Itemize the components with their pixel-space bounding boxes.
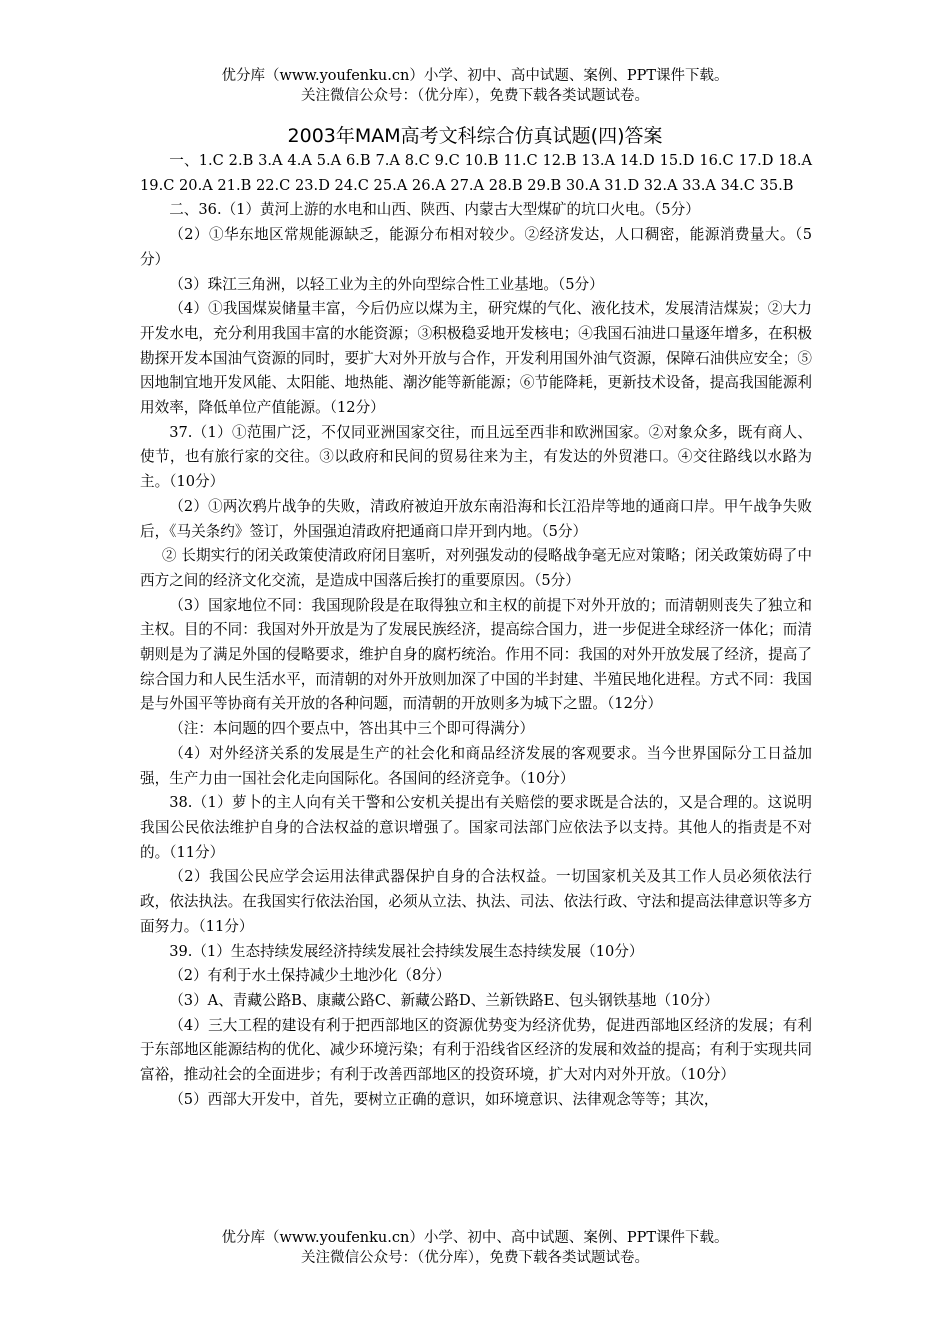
answer-38-1: 38.（1）萝卜的主人向有关干警和公安机关提出有关赔偿的要求既是合法的，又是合理的。这说明我国公民依法维护自身的合法权益的意识增强了。国家司法部门应依法予以支持。其他人的指责是不对的。（11分）: [140, 794, 812, 861]
answer-39-2: （2）有利于水土保持减少土地沙化（8分）: [169, 967, 451, 985]
answer-38-2: （2）我国公民应学会运用法律武器保护自身的合法权益。一切国家机关及其工作人员必须依法行政，依法执法。在我国实行依法治国，必须从立法、执法、司法、依法行政、守法和提高法律意识等多方面努力。（11分）: [140, 868, 812, 935]
header-line-1: 优分库（www.youfenku.cn）小学、初中、高中试题、案例、PPT课件下载。: [221, 68, 729, 84]
answer-choices: 一、1.C 2.B 3.A 4.A 5.A 6.B 7.A 8.C 9.C 10.B 11.C 12.B 13.A 14.D 15.D 16.C 17.D 18.A 19.C 20.A 21.B 22.C 23.D 24.C 25.A 26.A 27.A 28.B 29.B 30.A 31.D 32.A 33.A 34.C 35.B: [140, 152, 812, 194]
answer-37-3: （3）国家地位不同：我国现阶段是在取得独立和主权的前提下对外开放的；而清朝则丧失了独立和主权。目的不同：我国对外开放是为了发展民族经济，提高综合国力，进一步促进全球经济一体化；而清朝则是为了满足外国的侵略要求，维护自身的腐朽统治。作用不同：我国的对外开放发展了经济，提高了综合国力和人民生活水平，而清朝的对外开放则加深了中国的半封建、半殖民地化进程。方式不同：我国是与外国平等协商有关开放的各种问题，而清朝的开放则多为城下之盟。（12分）: [140, 596, 812, 713]
footer-line-1: 优分库（www.youfenku.cn）小学、初中、高中试题、案例、PPT课件下载。: [221, 1230, 729, 1246]
document-title: 2003年MAM高考文科综合仿真试题(四)答案: [287, 125, 663, 147]
answer-37-4: （4）对外经济关系的发展是生产的社会化和商品经济发展的客观要求。当今世界国际分工日益加强，生产力由一国社会化走向国际化。各国间的经济竞争。（10分）: [140, 744, 812, 787]
answer-37-2b: ② 长期实行的闭关政策使清政府闭目塞听，对列强发动的侵略战争毫无应对策略；闭关政策妨碍了中西方之间的经济文化交流，是造成中国落后挨打的重要原因。（5分）: [140, 547, 812, 589]
answer-39-1: 39.（1）生态持续发展经济持续发展社会持续发展生态持续发展（10分）: [169, 942, 644, 960]
answer-39-4: （4）三大工程的建设有利于把西部地区的资源优势变为经济优势，促进西部地区经济的发展；有利于东部地区能源结构的优化、减少环境污染；有利于沿线省区经济的发展和效益的提高；有利于实现共同富裕，推动社会的全面进步；有利于改善西部地区的投资环境，扩大对内对外开放。（10分）: [140, 1016, 812, 1084]
answer-37-note: （注：本问题的四个要点中，答出其中三个即可得满分）: [169, 720, 535, 738]
page-header: [0, 66, 950, 106]
answer-36-3: （3）珠江三角洲，以轻工业为主的外向型综合性工业基地。（5分）: [169, 275, 604, 293]
page-footer: [0, 1228, 950, 1268]
header-line-2: 关注微信公众号：（优分库），免费下载各类试题试卷。: [301, 88, 649, 104]
answer-36-4: （4）①我国煤炭储量丰富，今后仍应以煤为主，研究煤的气化、液化技术，发展清洁煤炭；②大力开发水电，充分利用我国丰富的水能资源；③积极稳妥地开发核电；④我国石油进口量逐年增多，在积极勘探开发本国油气资源的同时，要扩大对外开放与合作，开发利用国外油气资源，保障石油供应安全；⑤因地制宜地开发风能、太阳能、地热能、潮汐能等新能源；⑥节能降耗，更新技术设备，提高我国能源利用效率，降低单位产值能源。（12分）: [140, 300, 812, 417]
answer-37-2a: （2）①两次鸦片战争的失败，清政府被迫开放东南沿海和长江沿岸等地的通商口岸。甲午战争失败后，《马关条约》签订，外国强迫清政府把通商口岸开到内地。（5分）: [140, 497, 812, 540]
answer-36-1: 二、36.（1）黄河上游的水电和山西、陕西、内蒙古大型煤矿的坑口火电。（5分）: [169, 201, 700, 219]
answer-36-2: （2）①华东地区常规能源缺乏，能源分布相对较少。②经济发达，人口稠密，能源消费量大。（5分）: [140, 226, 812, 268]
footer-line-2: 关注微信公众号：（优分库），免费下载各类试题试卷。: [301, 1250, 649, 1266]
answer-39-3: （3）A、青藏公路B、康藏公路C、新藏公路D、兰新铁路E、包头钢铁基地（10分）: [169, 991, 719, 1009]
answer-body: [140, 149, 812, 1112]
answer-39-5: （5）西部大开发中，首先，要树立正确的意识，如环境意识、法律观念等等；其次，: [169, 1090, 719, 1108]
answer-37-1: 37.（1）①范围广泛，不仅同亚洲国家交往，而且远至西非和欧洲国家。②对象众多，既有商人、使节，也有旅行家的交往。③以政府和民间的贸易往来为主，有发达的外贸港口。④交往路线以水路为主。（10分）: [140, 423, 812, 491]
